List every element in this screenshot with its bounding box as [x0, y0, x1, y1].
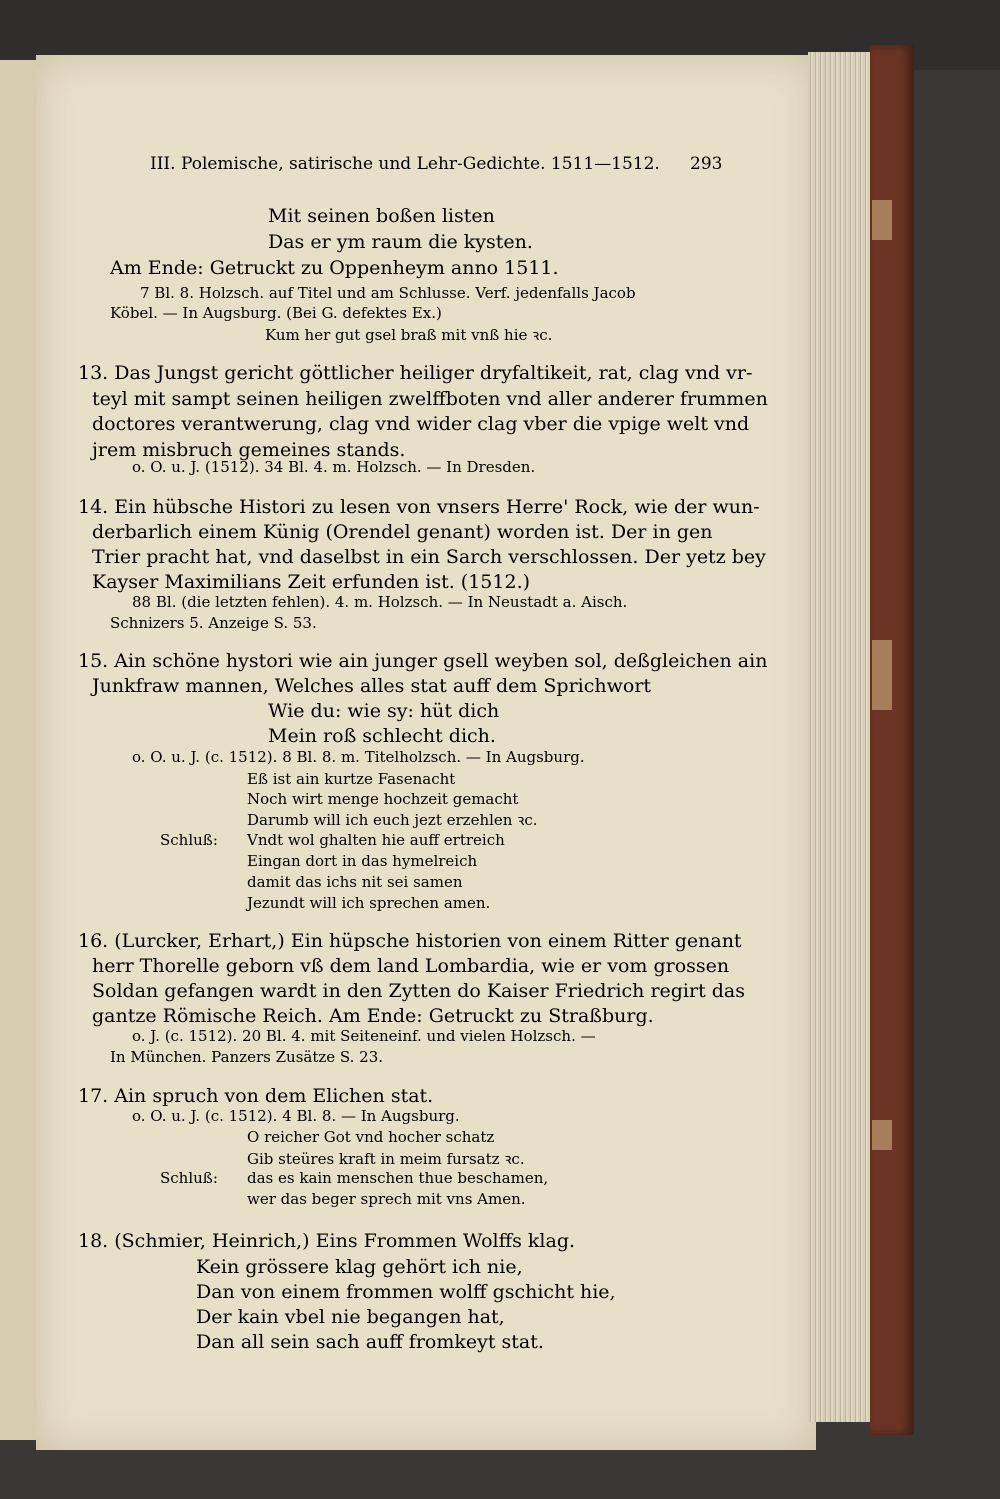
- text-line: o. O. u. J. (c. 1512). 4 Bl. 8. — In Augsburg.: [132, 1107, 460, 1125]
- text-line: O reicher Got vnd hocher schatz: [247, 1128, 495, 1146]
- text-line: 15. Ain schöne hystori wie ain junger gsell weyben sol, deßgleichen ain: [78, 650, 768, 672]
- text-line: Schluß:: [160, 1169, 218, 1187]
- text-line: o. O. u. J. (c. 1512). 8 Bl. 8. m. Titelholzsch. — In Augsburg.: [132, 748, 585, 766]
- text-line: Eingan dort in das hymelreich: [247, 852, 478, 870]
- text-line: herr Thorelle geborn vß dem land Lombardia, wie er vom grossen: [92, 955, 730, 977]
- text-line: Köbel. — In Augsburg. (Bei G. defektes Ex.): [110, 304, 442, 322]
- cover-wear: [872, 200, 892, 240]
- text-line: 14. Ein hübsche Histori zu lesen von vnsers Herre' Rock, wie der wun-: [78, 496, 760, 518]
- text-line: 18. (Schmier, Heinrich,) Eins Frommen Wolffs klag.: [78, 1230, 576, 1252]
- text-line: 17. Ain spruch von dem Elichen stat.: [78, 1085, 434, 1107]
- text-line: Kein grössere klag gehört ich nie,: [196, 1256, 523, 1278]
- text-line: gantze Römische Reich. Am Ende: Getruckt zu Straßburg.: [92, 1005, 654, 1027]
- text-line: Mit seinen boßen listen: [268, 205, 495, 227]
- cover-wear: [872, 1120, 892, 1150]
- text-line: o. O. u. J. (1512). 34 Bl. 4. m. Holzsch. — In Dresden.: [132, 458, 536, 476]
- text-line: Jezundt will ich sprechen amen.: [247, 894, 491, 912]
- text-line: Das er ym raum die kysten.: [268, 231, 533, 253]
- text-line: 7 Bl. 8. Holzsch. auf Titel und am Schlusse. Verf. jedenfalls Jacob: [140, 284, 636, 302]
- text-line: Dan von einem frommen wolff gschicht hie,: [196, 1281, 616, 1303]
- text-line: Schnizers 5. Anzeige S. 53.: [110, 614, 317, 632]
- text-line: Der kain vbel nie begangen hat,: [196, 1306, 505, 1328]
- text-line: Kayser Maximilians Zeit erfunden ist. (1512.): [92, 571, 531, 593]
- text-line: teyl mit sampt seinen heiligen zwelffboten vnd aller anderer frummen: [92, 388, 768, 410]
- book-cover: [870, 45, 914, 1435]
- cover-wear: [872, 640, 892, 710]
- text-line: 16. (Lurcker, Erhart,) Ein hüpsche historien von einem Ritter genant: [78, 930, 742, 952]
- text-line: Dan all sein sach auff fromkeyt stat.: [196, 1331, 544, 1353]
- page-number: 293: [690, 154, 723, 174]
- text-line: Trier pracht hat, vnd daselbst in ein Sarch verschlossen. Der yetz bey: [92, 546, 766, 568]
- text-line: doctores verantwerung, clag vnd wider clag vber die vpige welt vnd: [92, 413, 750, 435]
- text-line: Soldan gefangen wardt in den Zytten do Kaiser Friedrich regirt das: [92, 980, 746, 1002]
- text-line: In München. Panzers Zusätze S. 23.: [110, 1048, 384, 1066]
- text-line: Wie du: wie sy: hüt dich: [268, 700, 500, 722]
- text-line: Eß ist ain kurtze Fasenacht: [247, 770, 456, 788]
- text-line: wer das beger sprech mit vns Amen.: [247, 1190, 526, 1208]
- running-header: III. Polemische, satirische und Lehr-Gedichte. 1511—1512.: [150, 154, 660, 174]
- text-line: derbarlich einem Künig (Orendel genant) worden ist. Der in gen: [92, 521, 713, 543]
- text-line: Gib steüres kraft in meim fursatz ꝛc.: [247, 1150, 525, 1168]
- text-line: Vndt wol ghalten hie auff ertreich: [247, 831, 505, 849]
- text-line: Kum her gut gsel braß mit vnß hie ꝛc.: [265, 326, 553, 344]
- text-line: das es kain menschen thue beschamen,: [247, 1169, 549, 1187]
- text-line: jrem misbruch gemeines stands.: [92, 439, 406, 461]
- text-line: Junkfraw mannen, Welches alles stat auff dem Sprichwort: [92, 675, 652, 697]
- text-line: Am Ende: Getruckt zu Oppenheym anno 1511.: [110, 257, 559, 279]
- text-line: o. J. (c. 1512). 20 Bl. 4. mit Seiteneinf. und vielen Holzsch. —: [132, 1027, 596, 1045]
- text-line: Mein roß schlecht dich.: [268, 725, 496, 747]
- text-line: Darumb will ich euch jezt erzehlen ꝛc.: [247, 811, 538, 829]
- page-edges: [808, 52, 874, 1422]
- text-line: damit das ichs nit sei samen: [247, 873, 463, 891]
- text-line: Noch wirt menge hochzeit gemacht: [247, 790, 519, 808]
- text-line: 88 Bl. (die letzten fehlen). 4. m. Holzsch. — In Neustadt a. Aisch.: [132, 593, 628, 611]
- text-line: Schluß:: [160, 831, 218, 849]
- text-line: 13. Das Jungst gericht göttlicher heiliger dryfaltikeit, rat, clag vnd vr-: [78, 362, 753, 384]
